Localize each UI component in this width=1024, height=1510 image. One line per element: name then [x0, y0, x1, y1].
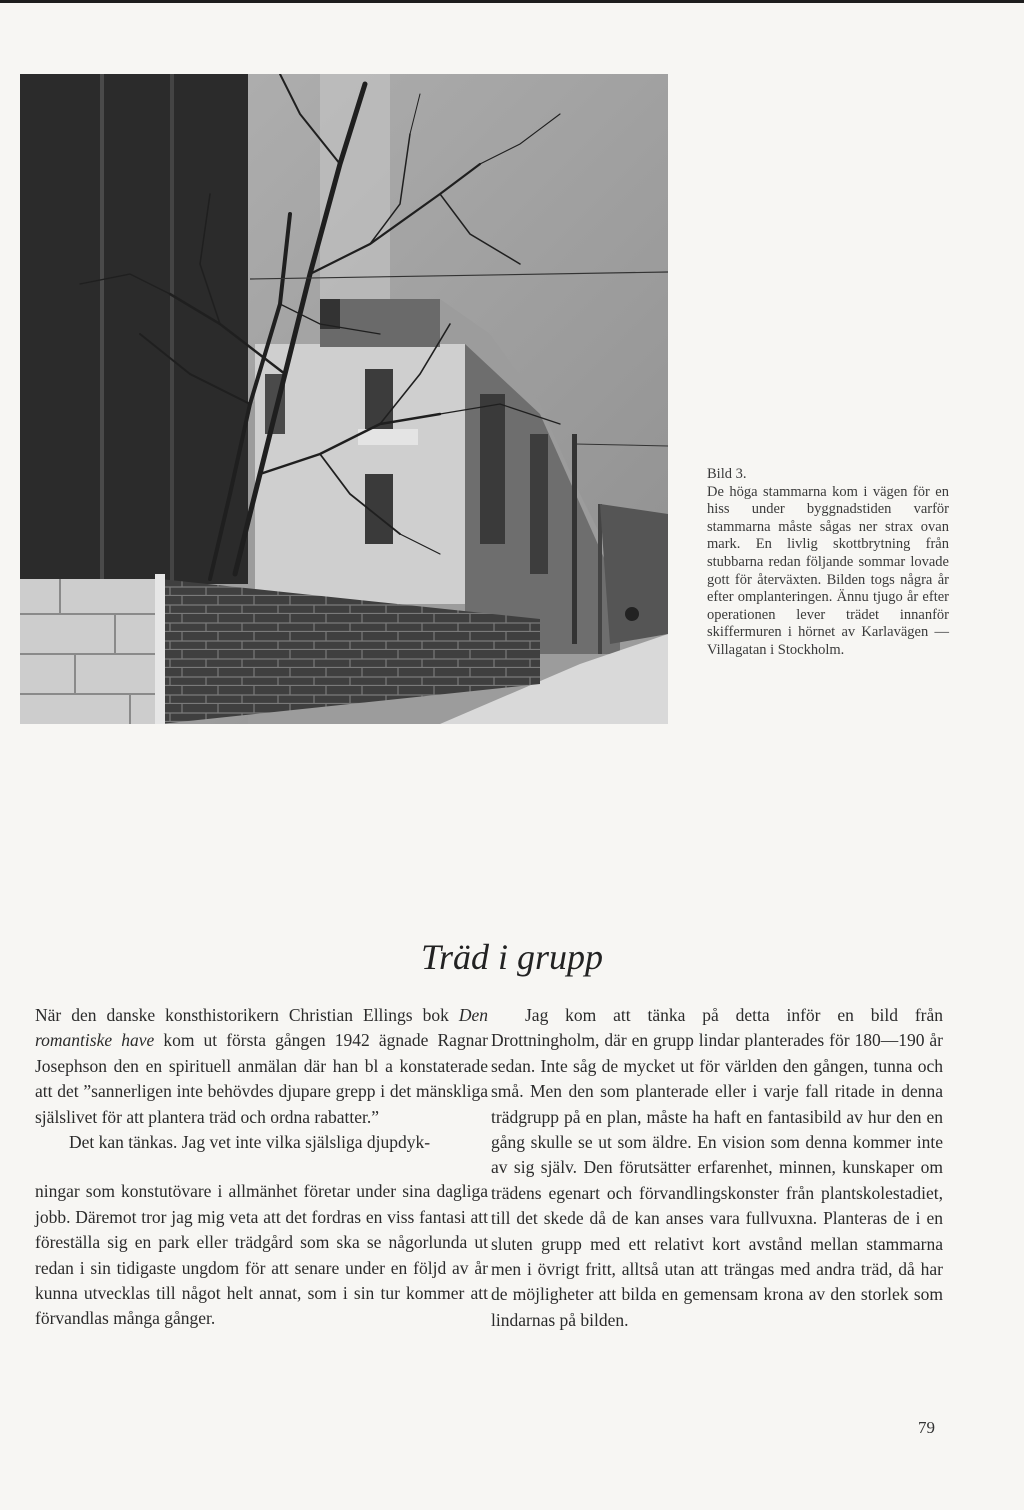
photo-caption	[707, 466, 949, 660]
left-p1-text-b: kom ut första gången 1942 ägnade Ragnar Josephson den en spirituell anmälan där han bl a konstaterade att det ”sannerligen inte behövdes djupare grepp i det mänskliga själslivet för att plantera träd och ordna rabatter.”	[35, 1030, 488, 1127]
section-heading: Träd i grupp	[420, 937, 604, 977]
page-top-border	[0, 0, 1024, 3]
right-paragraph-1: Jag kom att tänka på detta inför en bild från Drottningholm, där en grupp lindar planterades för 180—190 år sedan. Inte såg de mycket ut för världen den gången, tunna och små. Men den som planterade eller i varje fall ritade in denna trädgrupp på en plan, måste ha haft en fantasibild av hur den en gång skulle se ut som äldre. En vision som denna kommer inte av sig själv. Den förutsätter erfarenhet, minnen, kunskaper om trädens egenart och förvandlingskonster från plantskolestadiet, till det skede då de kan anses vara fullvuxna. Planteras de i en sluten grupp med ett relativt kort avstånd mellan stammarna men i övrigt fritt, alltså utan att trängas med andra träd, då har de möjligheter att bilda en gemensam krona av den storlek som lindarnas på bilden.	[491, 1005, 943, 1330]
right-column	[491, 1003, 943, 1333]
photograph	[20, 74, 668, 724]
left-p1-text-a: När den danske konsthistorikern Christian Ellings bok	[35, 1005, 459, 1025]
caption-text: De höga stammarna kom i vägen för en hiss under byggnadstiden varför stammarna måste sågas ner strax ovan mark. En livlig skottbrytning från stubbarna redan följande sommar lovade gott för återväxten. Bilden togs några år efter omplanteringen. Ännu tjugo år efter operationen lever trädet innanför skiffermuren i hörnet av Karlavägen — Villagatan i Stockholm.	[707, 483, 949, 658]
left-column	[35, 1003, 488, 1332]
left-paragraph-3: ningar som konstutövare i allmänhet företar under sina dagliga jobb. Däremot tror jag mig veta att det fordras en viss fantasi att föreställa sig en park eller trädgård som ska se någorlunda ut redan i sin tidigaste ungdom för att senare under en följd av år kunna utvecklas till något helt annat, som i sin tur kommer att förvandlas många gånger.	[35, 1181, 488, 1329]
left-paragraph-2: Det kan tänkas. Jag vet inte vilka själsliga djupdyk-	[69, 1132, 431, 1153]
page-number: 79	[918, 1418, 935, 1437]
photograph-street-trees-buildings-icon	[20, 74, 668, 724]
caption-label: Bild 3.	[707, 466, 747, 482]
left-paragraph-1	[35, 1003, 488, 1130]
book-title: Den romantiske have	[35, 1005, 488, 1051]
